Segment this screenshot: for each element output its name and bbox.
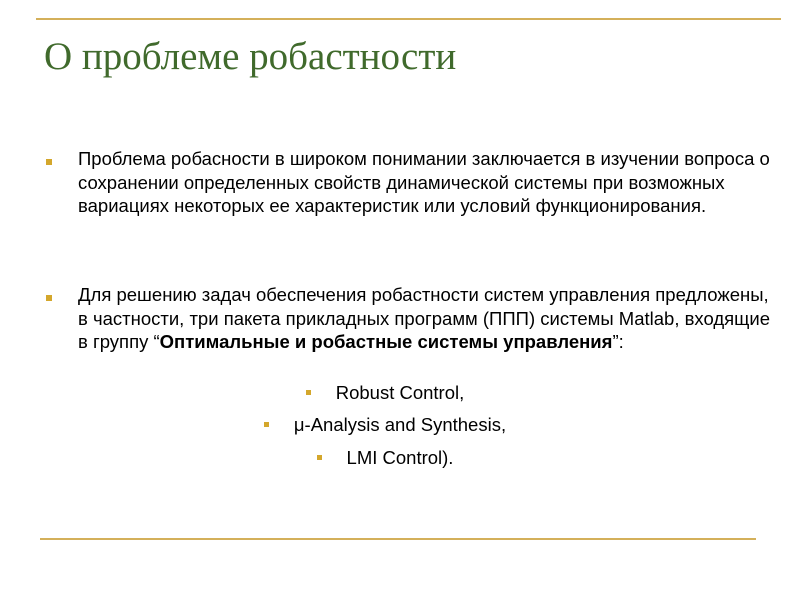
paragraph-2-text: Для решению задач обеспечения робастности систем управления предложены, в частности, три пакета прикладных программ (ППП) системы Matlab, входящие в группу “ <box>78 284 771 352</box>
subitem-mu-analysis <box>0 413 800 437</box>
bottom-divider <box>40 538 756 540</box>
subitem-robust-control <box>0 381 800 405</box>
top-divider <box>36 18 781 20</box>
paragraph-2-closing: ”: <box>612 331 624 352</box>
subitem-label: Robust Control, <box>335 382 465 403</box>
subitem-label: μ-Analysis and Synthesis, <box>293 414 507 435</box>
bullet-paragraph-2 <box>78 283 778 354</box>
bullet-square-icon <box>46 159 52 165</box>
subitem-label: LMI Control). <box>346 447 454 468</box>
subitem-lmi-control <box>0 446 800 470</box>
sub-bullet-square-icon <box>306 390 311 395</box>
slide-title: О проблеме робастности <box>44 35 457 78</box>
sub-bullet-square-icon <box>264 422 269 427</box>
bullet-square-icon <box>46 295 52 301</box>
bullet-paragraph-1: Проблема робасности в широком понимании заключается в изучении вопроса о сохранении определенных свойств динамической системы при возможных вариациях некоторых ее характеристик или условий функционирования. <box>78 148 770 216</box>
paragraph-2-bold-text: Оптимальные и робастные системы управления <box>159 331 613 352</box>
sub-bullet-square-icon <box>317 455 322 460</box>
